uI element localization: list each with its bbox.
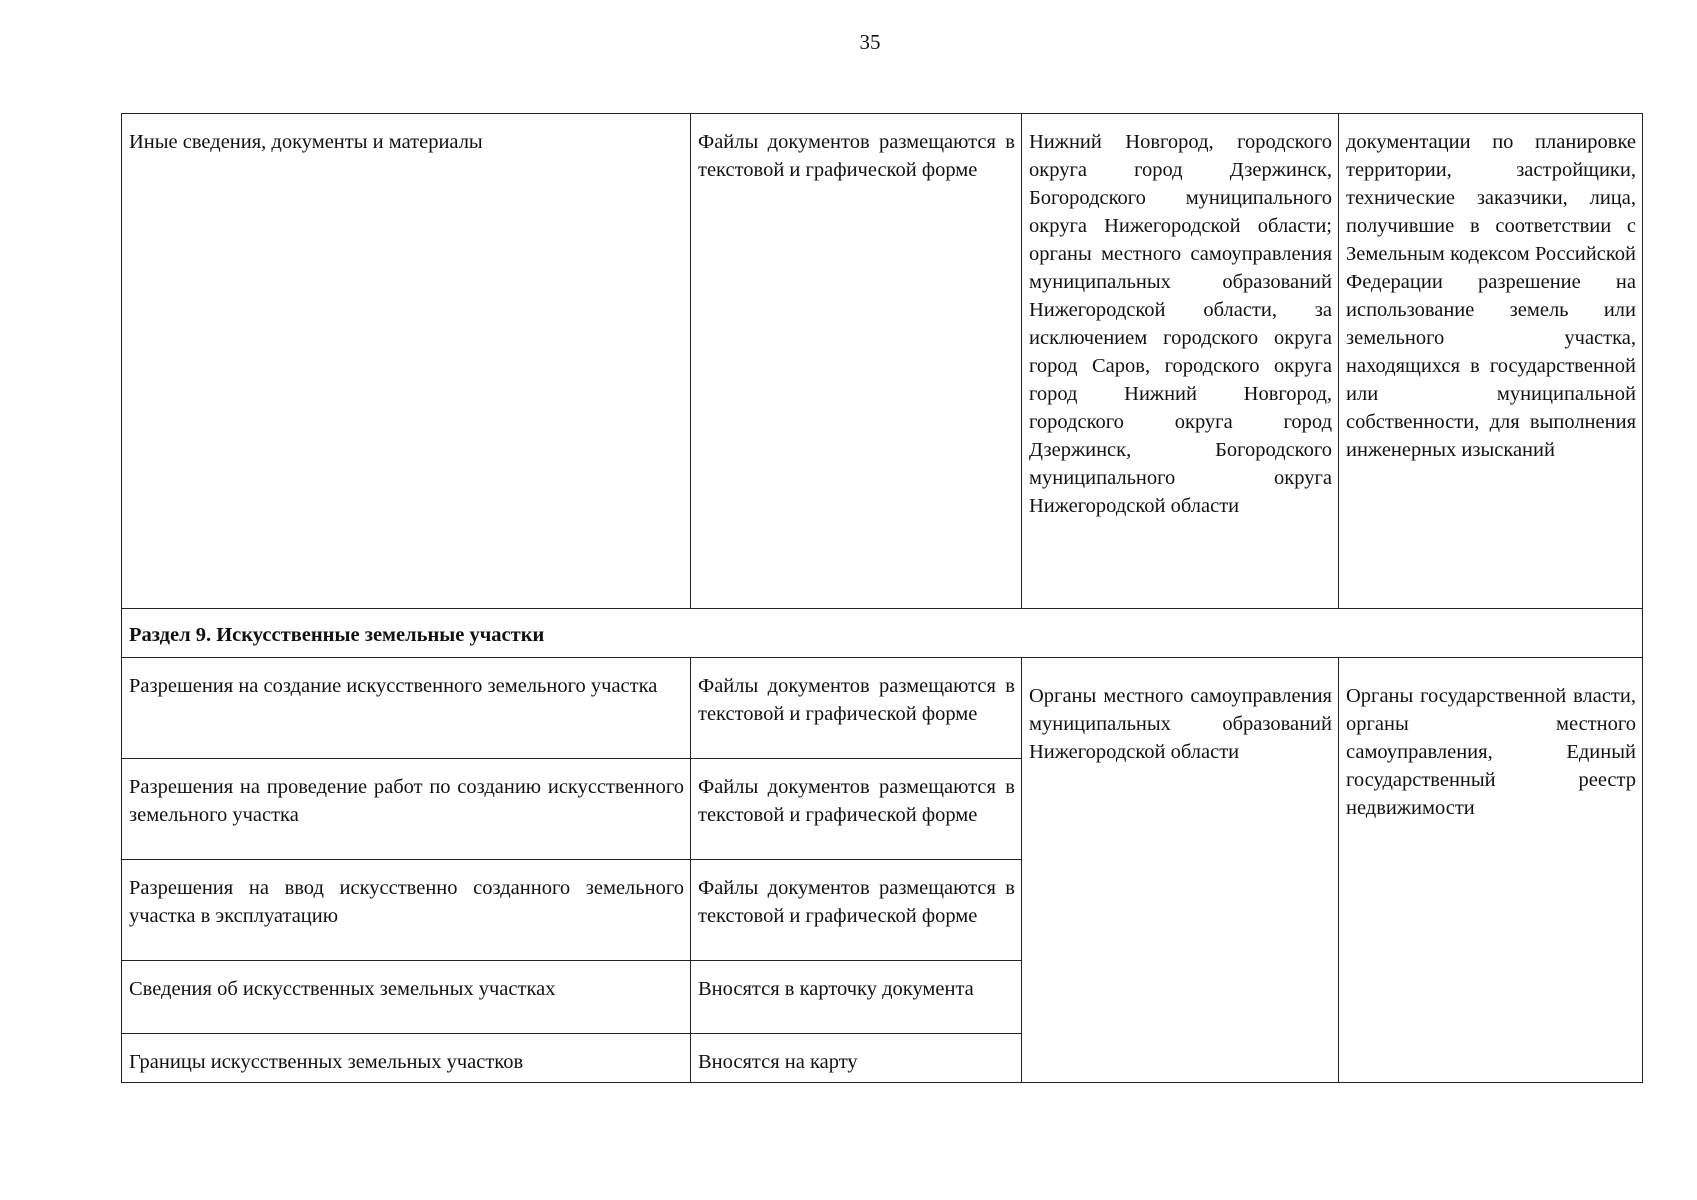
page-number: 35	[859, 30, 881, 54]
section-title: Раздел 9. Искусственные земельные участки	[122, 609, 1643, 658]
doc-name-text: Иные сведения, документы и материалы	[129, 131, 483, 153]
cell-recipients: документации по планировке территории, застройщики, технические заказчики, лица, получившие в соответствии с Земельным кодексом Российской Федерации разрешение на использование земель или земельного участка, находящихся в государственной или муниципальной собственности, для выполнения инженерных изысканий	[1339, 114, 1643, 609]
cell-providers: Нижний Новгород, городского округа город Дзержинск, Богородского муниципального округа Нижегородской области; органы местного самоуправления муниципальных образований Нижегородской области, за исключением городского округа город Саров, городского округа город Нижний Новгород, городского округа город Дзержинск, Богородского муниципального округа Нижегородской области	[1022, 114, 1339, 609]
cell-doc-format: Файлы документов размещаются в текстовой и графической форме	[691, 860, 1022, 961]
cell-doc-format: Вносятся в карточку документа	[691, 961, 1022, 1034]
cell-doc-name: Границы искусственных земельных участков	[122, 1034, 691, 1083]
cell-doc-name: Разрешения на создание искусственного земельного участка	[122, 658, 691, 759]
cell-doc-format: Файлы документов размещаются в текстовой и графической форме	[691, 658, 1022, 759]
cell-doc-name: Сведения об искусственных земельных участках	[122, 961, 691, 1034]
section-header-row	[122, 609, 1643, 658]
cell-doc-name: Разрешения на проведение работ по созданию искусственного земельного участка	[122, 759, 691, 860]
cell-recipients: Органы государственной власти, органы местного самоуправления, Единый государственный реестр недвижимости	[1339, 658, 1643, 1083]
cell-doc-format: Файлы документов размещаются в текстовой и графической форме	[691, 114, 1022, 609]
document-table	[121, 113, 1643, 1083]
cell-doc-format: Вносятся на карту	[691, 1034, 1022, 1083]
cell-providers: Органы местного самоуправления муниципальных образований Нижегородской области	[1022, 658, 1339, 1083]
cell-doc-name	[122, 114, 691, 609]
cell-doc-name: Разрешения на ввод искусственно созданного земельного участка в эксплуатацию	[122, 860, 691, 961]
cell-doc-format: Файлы документов размещаются в текстовой и графической форме	[691, 759, 1022, 860]
table-row	[122, 658, 1643, 759]
table-row	[122, 114, 1643, 609]
